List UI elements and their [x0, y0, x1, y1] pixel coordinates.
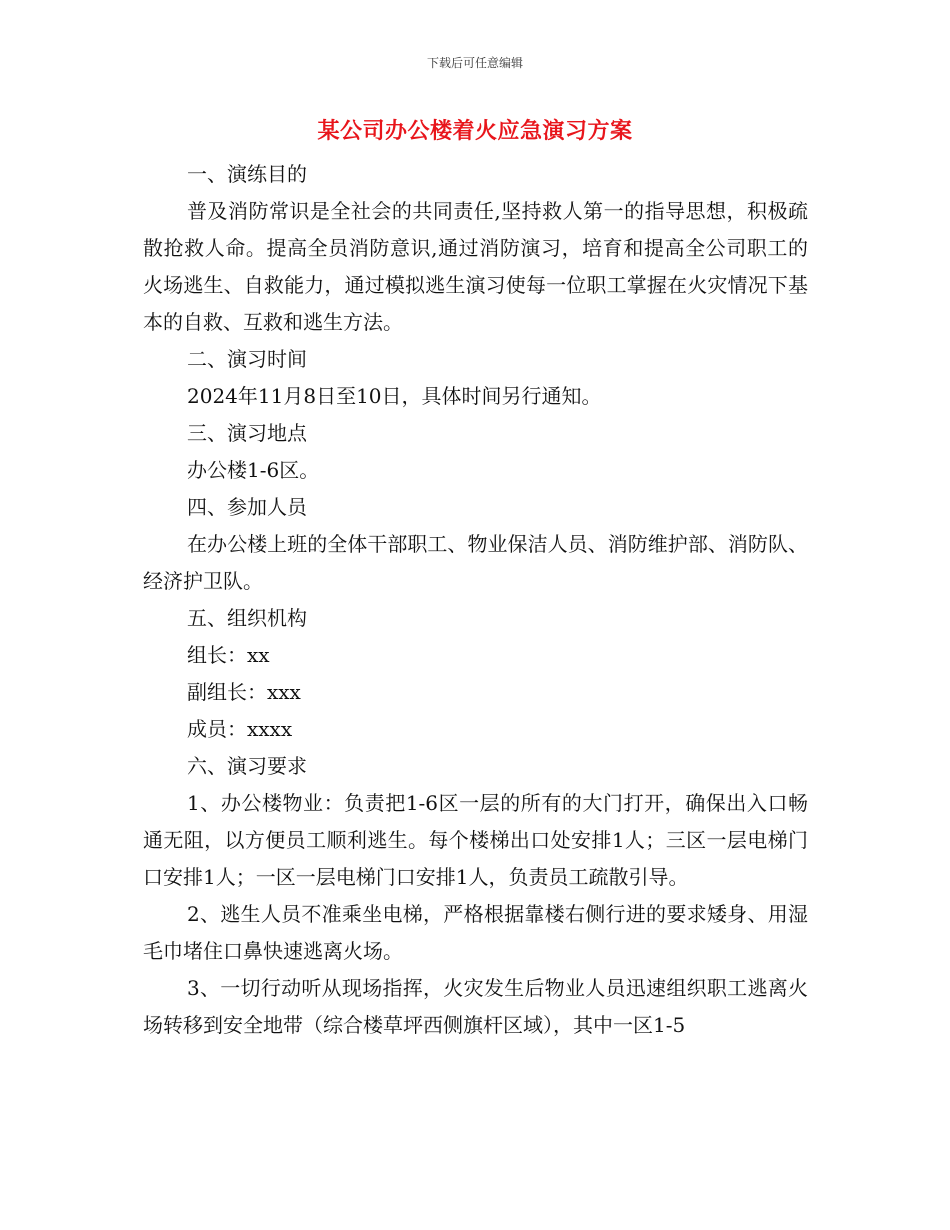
requirement-item-1: 1、办公楼物业：负责把1-6区一层的所有的大门打开，确保出入口畅通无阻，以方便员工顺利逃生。每个楼梯出口处安排1人；三区一层电梯门口安排1人；一区一层电梯门口安排1人，负责员工疏散引导。: [143, 791, 808, 889]
section-heading-requirements: 六、演习要求: [187, 754, 307, 778]
section-heading-purpose: 一、演练目的: [187, 162, 307, 186]
requirement-item-2: 2、逃生人员不准乘坐电梯，严格根据靠楼右侧行进的要求矮身、用湿毛巾堵住口鼻快速逃离火场。: [143, 902, 808, 963]
organization-deputy: 副组长：xxx: [187, 680, 301, 704]
section-heading-organization: 五、组织机构: [187, 606, 307, 630]
document-body: [143, 156, 808, 1044]
document-title: 某公司办公楼着火应急演习方案: [317, 118, 633, 144]
organization-leader: 组长：xx: [187, 643, 270, 667]
header-note: 下载后可任意编辑: [426, 56, 523, 70]
requirement-item-3: 3、一切行动听从现场指挥，火灾发生后物业人员迅速组织职工逃离火场转移到安全地带（综合楼草坪西侧旗杆区域），其中一区1-5: [143, 976, 808, 1037]
organization-members: 成员：xxxx: [187, 717, 293, 741]
section-heading-location: 三、演习地点: [187, 421, 307, 445]
section-heading-participants: 四、参加人员: [187, 495, 307, 519]
section-body-participants: 在办公楼上班的全体干部职工、物业保洁人员、消防维护部、消防队、经济护卫队。: [143, 532, 808, 593]
section-body-purpose: 普及消防常识是全社会的共同责任,坚持救人第一的指导思想，积极疏散抢救人命。提高全员消防意识,通过消防演习，培育和提高全公司职工的火场逃生、自救能力，通过模拟逃生演习使每一位职工掌握在火灾情况下基本的自救、互救和逃生方法。: [143, 199, 808, 334]
section-body-location: 办公楼1-6区。: [187, 458, 320, 482]
section-body-time: 2024年11月8日至10日，具体时间另行通知。: [187, 384, 602, 408]
section-heading-time: 二、演习时间: [187, 347, 307, 371]
